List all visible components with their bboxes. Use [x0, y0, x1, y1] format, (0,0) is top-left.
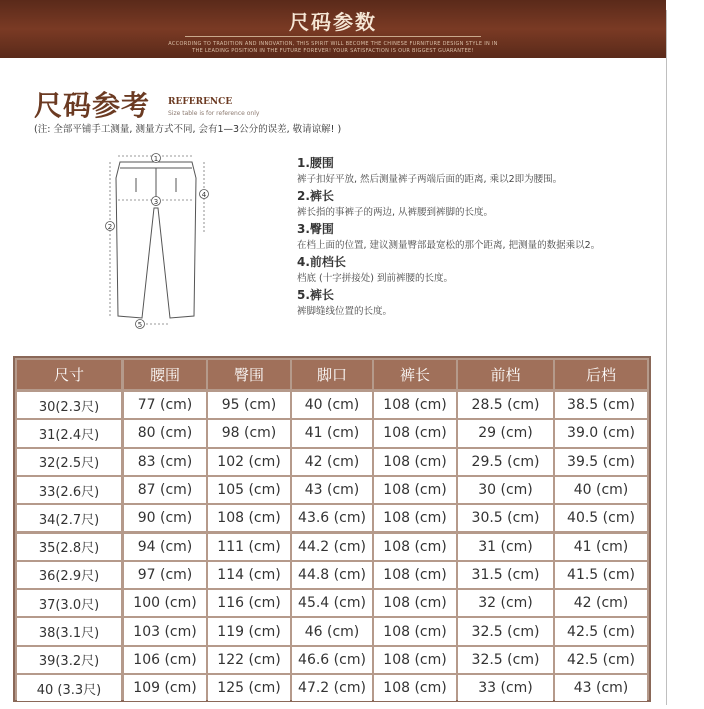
cell-hip: 119 (cm) [208, 618, 290, 644]
measurement-note: (注: 全部平铺手工测量, 测量方式不同, 会有1—3公分的误差, 敬请谅解! ) [34, 124, 342, 135]
cell-hip: 111 (cm) [208, 534, 290, 560]
marker-2-label: 2 [107, 223, 113, 231]
cell-front-rise: 29 (cm) [458, 420, 553, 446]
cell-front-rise: 33 (cm) [458, 675, 553, 701]
cell-waist: 94 (cm) [124, 534, 206, 560]
cell-hip: 122 (cm) [208, 647, 290, 673]
cell-length: 108 (cm) [374, 392, 456, 418]
cell-size: 34(2.7尺) [17, 505, 121, 531]
measurement-marker-1 [152, 154, 161, 164]
cell-front-rise: 32.5 (cm) [458, 647, 553, 673]
cell-leg-opening: 45.4 (cm) [292, 590, 372, 616]
cell-hip: 105 (cm) [208, 477, 290, 503]
cell-front-rise: 32.5 (cm) [458, 618, 553, 644]
cell-waist: 80 (cm) [124, 420, 206, 446]
cell-length: 108 (cm) [374, 562, 456, 588]
cell-size: 32(2.5尺) [17, 449, 121, 475]
measurement-marker-4 [200, 190, 209, 200]
cell-back-rise: 40 (cm) [555, 477, 647, 503]
cell-hip: 114 (cm) [208, 562, 290, 588]
cell-back-rise: 41 (cm) [555, 534, 647, 560]
description-leg-opening [297, 287, 667, 320]
description-heading: 3.臀围 [297, 222, 334, 236]
cell-waist: 90 (cm) [124, 505, 206, 531]
reference-english-subtitle: Size table is for reference only [168, 110, 260, 117]
description-length [297, 188, 667, 221]
cell-front-rise: 30 (cm) [458, 477, 553, 503]
header-size: 尺寸 [17, 360, 121, 389]
cell-waist: 83 (cm) [124, 449, 206, 475]
header-waist: 腰围 [124, 360, 206, 389]
cell-size: 31(2.4尺) [17, 420, 121, 446]
cell-leg-opening: 42 (cm) [292, 449, 372, 475]
header-leg-opening: 脚口 [292, 360, 372, 389]
cell-leg-opening: 40 (cm) [292, 392, 372, 418]
cell-length: 108 (cm) [374, 477, 456, 503]
reference-english-title: REFERENCE [168, 97, 233, 107]
description-text: 裤子扣好平放, 然后测量裤子两端后面的距离, 乘以2即为腰围。 [297, 174, 563, 185]
cell-leg-opening: 46 (cm) [292, 618, 372, 644]
cell-size: 37(3.0尺) [17, 590, 121, 616]
cell-front-rise: 32 (cm) [458, 590, 553, 616]
cell-size: 36(2.9尺) [17, 562, 121, 588]
description-text: 在档上面的位置, 建议测量臀部最宽松的那个距离, 把测量的数据乘以2。 [297, 240, 601, 251]
marker-3-label: 3 [153, 198, 159, 206]
cell-front-rise: 31.5 (cm) [458, 562, 553, 588]
cell-waist: 97 (cm) [124, 562, 206, 588]
cell-leg-opening: 46.6 (cm) [292, 647, 372, 673]
cell-leg-opening: 43 (cm) [292, 477, 372, 503]
cell-length: 108 (cm) [374, 675, 456, 701]
cell-leg-opening: 47.2 (cm) [292, 675, 372, 701]
cell-size: 39(3.2尺) [17, 647, 121, 673]
cell-hip: 125 (cm) [208, 675, 290, 701]
description-text: 档底 (十字拼接处) 到前裤腰的长度。 [297, 273, 453, 284]
banner-subtitle-line-1: ACCORDING TO TRADITION AND INNOVATION, THIS SPIRIT WILL BECOME THE CHINESE FURNITURE DESIGN STYLE IN IN [168, 41, 498, 47]
cell-hip: 95 (cm) [208, 392, 290, 418]
banner-subtitle-line-2: THE LEADING POSITION IN THE FUTURE FOREVER! YOUR SATISFACTION IS OUR BIGGEST GUARANTEE! [192, 48, 474, 54]
cell-back-rise: 41.5 (cm) [555, 562, 647, 588]
measurement-descriptions [297, 155, 667, 320]
description-heading: 5.裤长 [297, 288, 334, 302]
description-heading: 4.前档长 [297, 255, 346, 269]
description-heading: 1.腰围 [297, 156, 334, 170]
cell-size: 30(2.3尺) [17, 392, 121, 418]
cell-waist: 106 (cm) [124, 647, 206, 673]
size-table [13, 356, 651, 702]
measurement-guide-lines [107, 156, 204, 324]
description-text: 裤长指的事裤子的两边, 从裤腰到裤脚的长度。 [297, 207, 494, 218]
cell-back-rise: 38.5 (cm) [555, 392, 647, 418]
header-front-rise: 前档 [458, 360, 553, 389]
description-front-rise [297, 254, 667, 287]
cell-length: 108 (cm) [374, 449, 456, 475]
cell-leg-opening: 41 (cm) [292, 420, 372, 446]
cell-back-rise: 39.0 (cm) [555, 420, 647, 446]
cell-back-rise: 42 (cm) [555, 590, 647, 616]
cell-hip: 98 (cm) [208, 420, 290, 446]
measurement-marker-3 [152, 197, 161, 207]
cell-leg-opening: 44.2 (cm) [292, 534, 372, 560]
description-heading: 2.裤长 [297, 189, 334, 203]
cell-back-rise: 39.5 (cm) [555, 449, 647, 475]
cell-waist: 100 (cm) [124, 590, 206, 616]
cell-back-rise: 42.5 (cm) [555, 647, 647, 673]
header-back-rise: 后档 [555, 360, 647, 389]
cell-length: 108 (cm) [374, 618, 456, 644]
pants-outline-icon [116, 162, 196, 318]
measurement-marker-2 [106, 222, 115, 232]
description-waist [297, 155, 667, 188]
header-hip: 臀围 [208, 360, 290, 389]
cell-length: 108 (cm) [374, 534, 456, 560]
cell-size: 33(2.6尺) [17, 477, 121, 503]
cell-hip: 108 (cm) [208, 505, 290, 531]
cell-front-rise: 29.5 (cm) [458, 449, 553, 475]
cell-waist: 77 (cm) [124, 392, 206, 418]
pants-measurement-diagram [96, 148, 216, 334]
cell-back-rise: 42.5 (cm) [555, 618, 647, 644]
cell-leg-opening: 43.6 (cm) [292, 505, 372, 531]
marker-5-label: 5 [137, 321, 143, 329]
marker-4-label: 4 [201, 191, 207, 199]
cell-front-rise: 28.5 (cm) [458, 392, 553, 418]
reference-title: 尺码参考 [34, 89, 151, 122]
page-right-rule [666, 10, 667, 705]
cell-length: 108 (cm) [374, 590, 456, 616]
measurement-marker-5 [136, 320, 145, 330]
description-text: 裤脚缝线位置的长度。 [297, 306, 393, 317]
cell-size: 35(2.8尺) [17, 534, 121, 560]
cell-leg-opening: 44.8 (cm) [292, 562, 372, 588]
cell-back-rise: 43 (cm) [555, 675, 647, 701]
banner-divider [185, 36, 481, 37]
description-hip [297, 221, 667, 254]
cell-length: 108 (cm) [374, 647, 456, 673]
marker-1-label: 1 [153, 155, 159, 163]
cell-hip: 102 (cm) [208, 449, 290, 475]
cell-back-rise: 40.5 (cm) [555, 505, 647, 531]
cell-waist: 109 (cm) [124, 675, 206, 701]
cell-length: 108 (cm) [374, 505, 456, 531]
title-banner [0, 0, 666, 58]
header-length: 裤长 [374, 360, 456, 389]
cell-size: 40 (3.3尺) [17, 675, 121, 701]
cell-waist: 87 (cm) [124, 477, 206, 503]
cell-hip: 116 (cm) [208, 590, 290, 616]
banner-title: 尺码参数 [289, 10, 377, 34]
cell-length: 108 (cm) [374, 420, 456, 446]
cell-front-rise: 31 (cm) [458, 534, 553, 560]
cell-size: 38(3.1尺) [17, 618, 121, 644]
cell-waist: 103 (cm) [124, 618, 206, 644]
cell-front-rise: 30.5 (cm) [458, 505, 553, 531]
